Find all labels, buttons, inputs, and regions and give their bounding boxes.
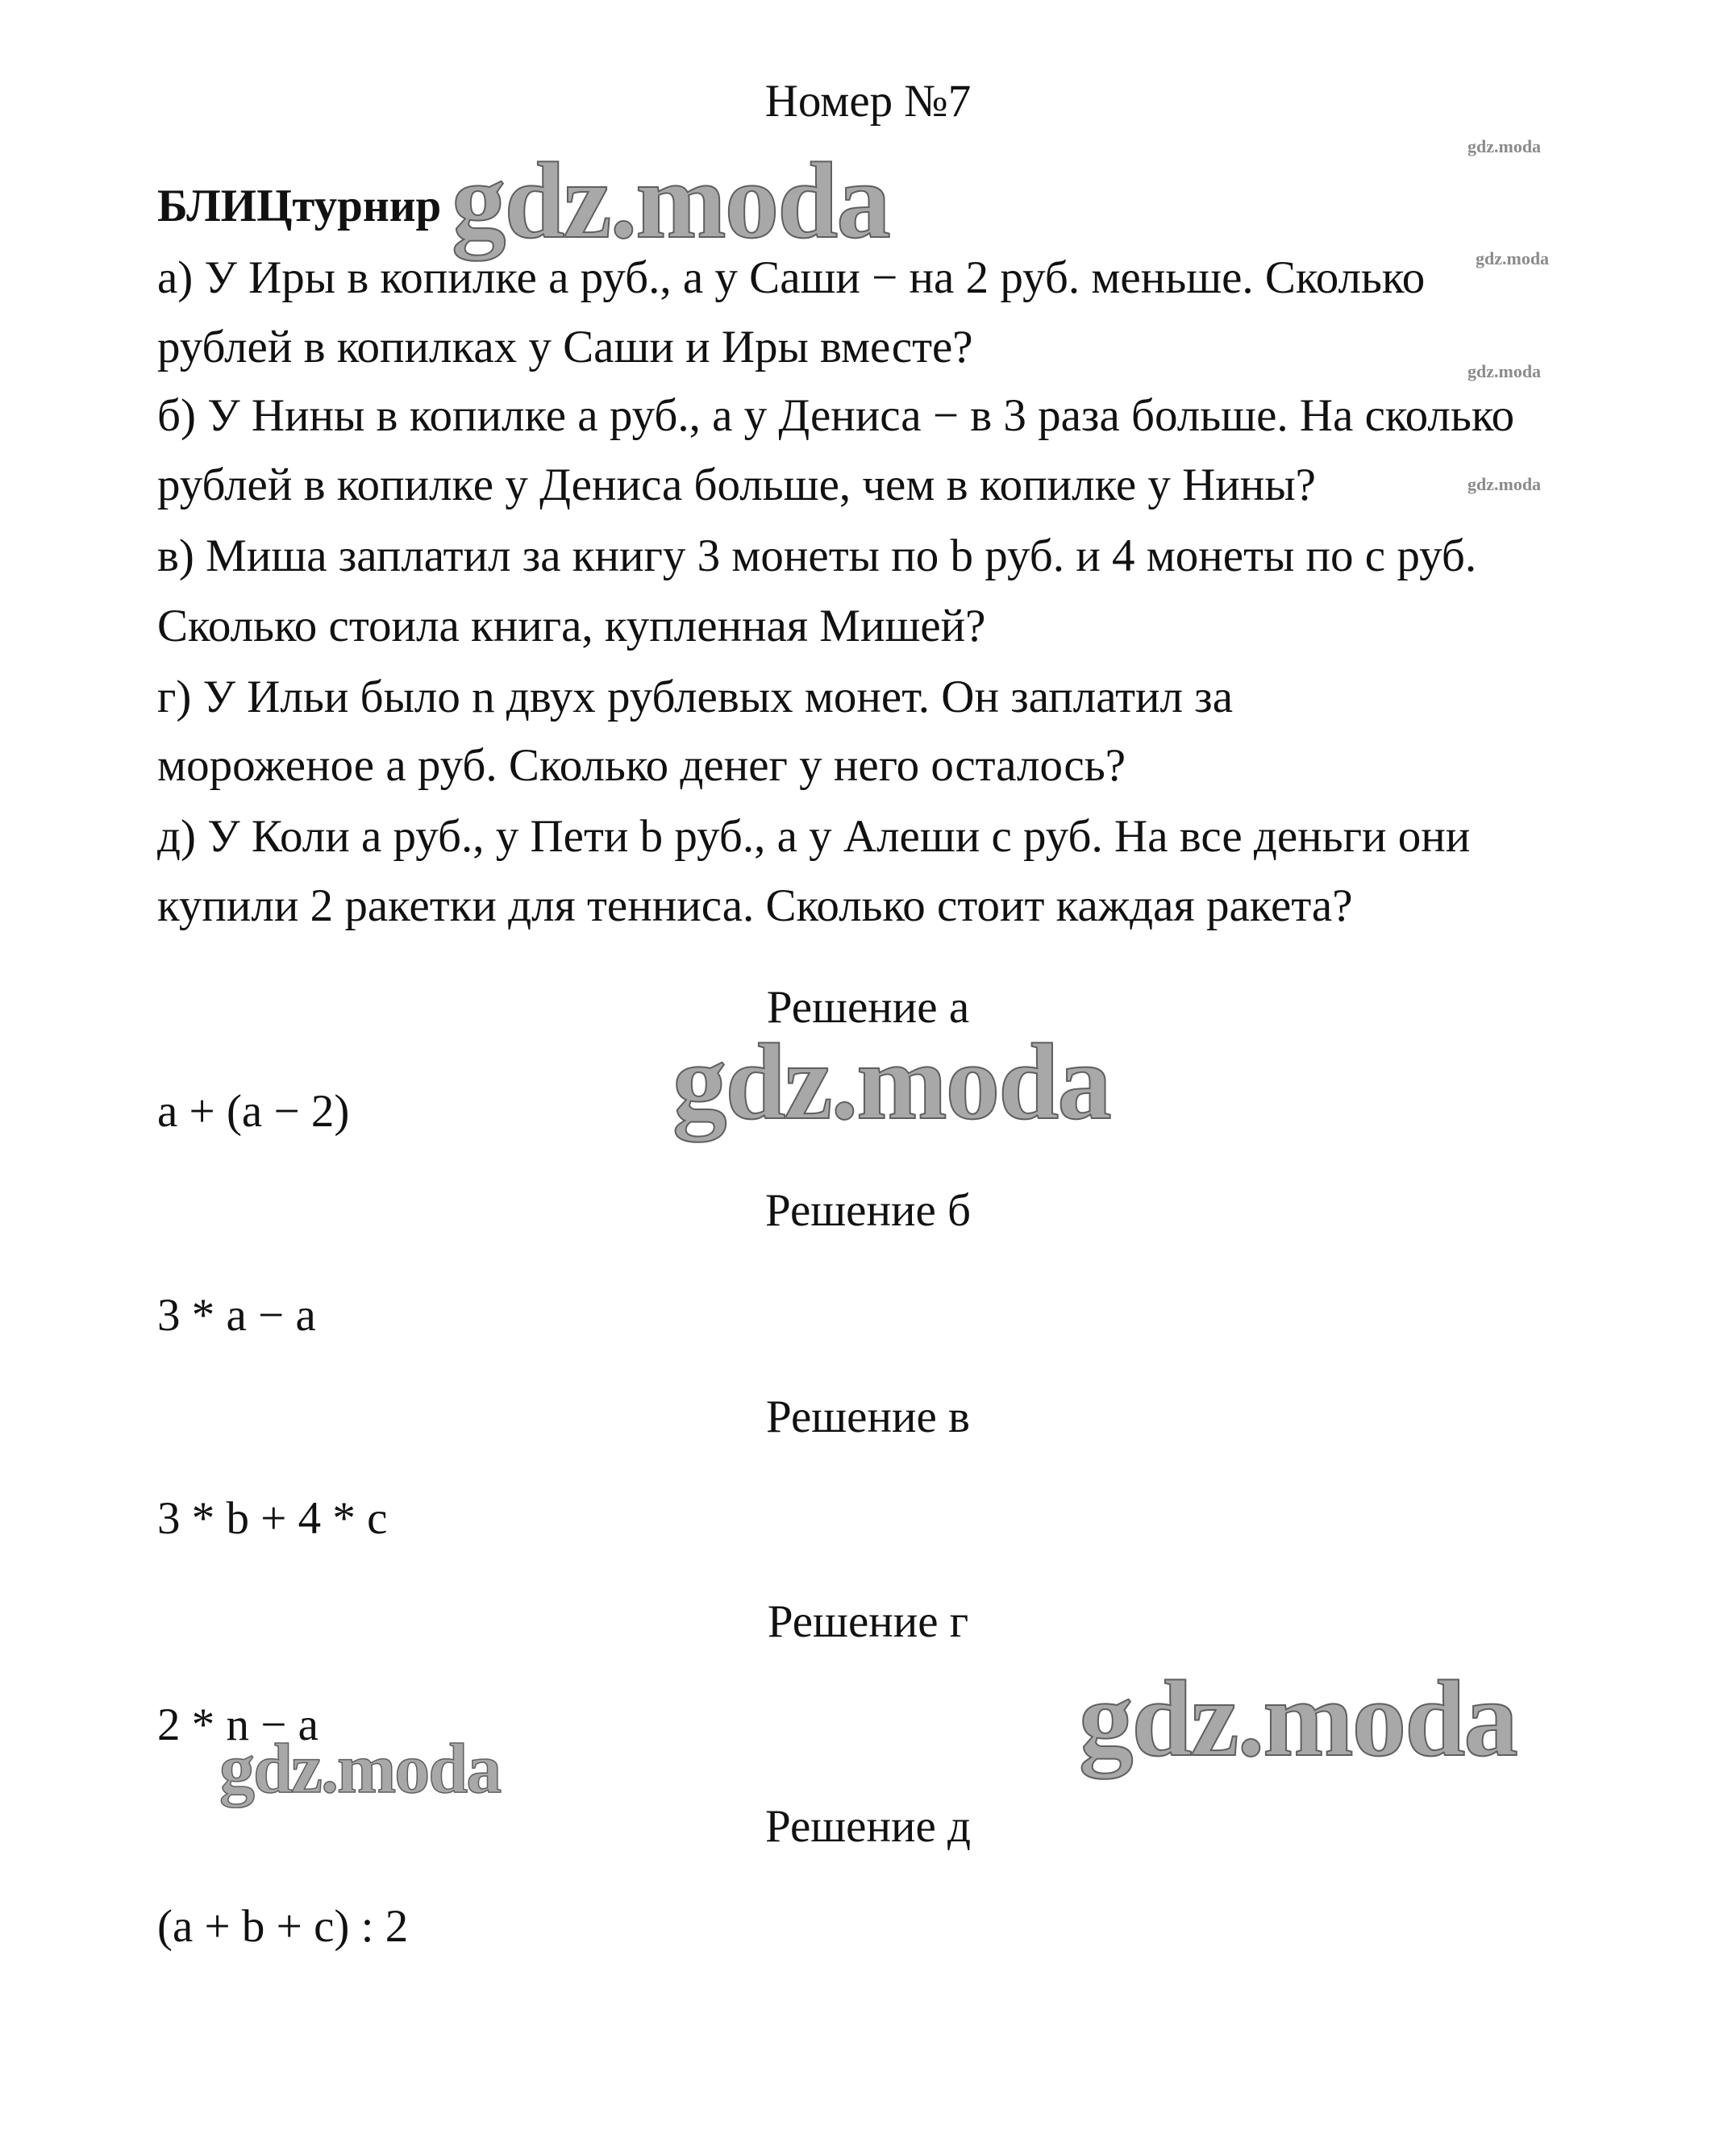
problem-line: д) У Коли а руб., у Пети b руб., а у Алеши с руб. На все деньги они [157, 811, 1471, 862]
watermark: gdz.moda [1467, 474, 1542, 494]
watermark: gdz.moda [452, 141, 889, 261]
solution-answer-d: (a + b + c) : 2 [157, 1901, 409, 1952]
problem-line: г) У Ильи было n двух рублевых монет. Он заплатил за [157, 672, 1233, 722]
solution-heading-d: Решение д [765, 1801, 971, 1852]
solution-answer-b: 3 * a − a [157, 1290, 316, 1341]
problem-line: мороженое а руб. Сколько денег у него осталось? [157, 740, 1126, 791]
watermark: gdz.moda [1467, 361, 1542, 381]
solution-heading-b: Решение б [765, 1185, 971, 1236]
solution-answer-v: 3 * b + 4 * c [157, 1493, 388, 1544]
solution-answer-a: a + (a − 2) [157, 1086, 350, 1137]
problem-line: купили 2 ракетки для тенниса. Сколько стоит каждая ракета? [157, 880, 1353, 931]
watermark: gdz.moda [219, 1730, 501, 1808]
watermark: gdz.moda [1467, 136, 1542, 156]
solution-heading-a: Решение а [766, 982, 970, 1033]
problem-line: Сколько стоила книга, купленная Мишей? [157, 601, 986, 651]
solution-heading-g: Решение г [767, 1596, 969, 1647]
watermark: gdz.moda [1079, 1659, 1517, 1779]
page-title: Номер №7 [764, 76, 972, 127]
section-heading: БЛИЦтурнир [157, 181, 442, 231]
problem-line: рублей в копилке у Дениса больше, чем в копилке у Нины? [157, 460, 1316, 510]
problem-line: а) У Иры в копилке а руб., а у Саши − на 2 руб. меньше. Сколько [157, 252, 1426, 303]
problem-line: в) Миша заплатил за книгу 3 монеты по b руб. и 4 монеты по с руб. [157, 530, 1477, 581]
watermark: gdz.moda [672, 1022, 1110, 1142]
solution-answer-g: 2 * n − a [157, 1699, 318, 1750]
problem-line: б) У Нины в копилке а руб., а у Дениса − в 3 раза больше. На сколько [157, 390, 1515, 441]
problem-line: рублей в копилках у Саши и Иры вместе? [157, 322, 973, 372]
solution-heading-v: Решение в [766, 1391, 970, 1442]
watermark: gdz.moda [1476, 248, 1550, 268]
